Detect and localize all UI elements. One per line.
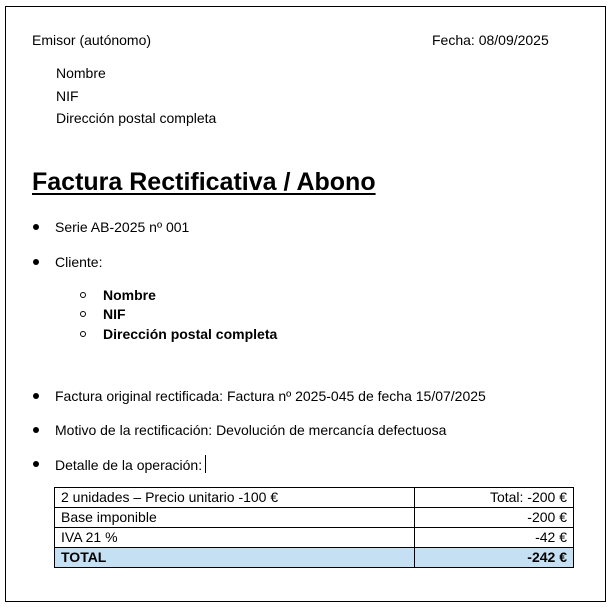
- rectification-reason: Motivo de la rectificación: Devolución de mercancía defectuosa: [55, 422, 447, 438]
- table-cell: Base imponible: [55, 508, 415, 528]
- bullet-icon: [33, 259, 39, 265]
- invoice-series: Serie AB-2025 nº 001: [55, 219, 190, 235]
- table-cell: 2 unidades – Precio unitario -100 €: [55, 488, 415, 508]
- table-cell: TOTAL: [55, 548, 415, 568]
- detail-table: [54, 487, 574, 568]
- table-cell: -200 €: [415, 508, 574, 528]
- client-address: Dirección postal completa: [103, 326, 278, 342]
- issuer-nif: NIF: [56, 88, 79, 104]
- sub-bullet-icon: [80, 331, 86, 337]
- table-row: [55, 488, 574, 508]
- table-row: [55, 528, 574, 548]
- bullet-icon: [33, 393, 39, 399]
- issuer-label: Emisor (autónomo): [32, 32, 152, 48]
- document-title: Factura Rectificativa / Abono: [32, 168, 376, 196]
- table-cell: -242 €: [415, 548, 574, 568]
- issuer-name: Nombre: [56, 65, 106, 81]
- client-nif: NIF: [103, 306, 126, 322]
- table-cell: Total: -200 €: [415, 488, 574, 508]
- original-invoice: Factura original rectificada: Factura nº 2025-045 de fecha 15/07/2025: [55, 388, 486, 404]
- sub-bullet-icon: [80, 292, 86, 298]
- bullet-icon: [33, 427, 39, 433]
- operation-detail-text: Detalle de la operación:: [55, 457, 203, 473]
- document-page: [5, 6, 606, 602]
- invoice-date: Fecha: 08/09/2025: [432, 32, 549, 48]
- bullet-icon: [33, 224, 39, 230]
- bullet-icon: [33, 461, 39, 467]
- sub-bullet-icon: [80, 311, 86, 317]
- table-cell: -42 €: [415, 528, 574, 548]
- table-row: [55, 508, 574, 528]
- table-cell: IVA 21 %: [55, 528, 415, 548]
- text-cursor: [205, 455, 206, 473]
- table-row-total: [55, 548, 574, 568]
- operation-detail-label[interactable]: [55, 455, 206, 474]
- issuer-address: Dirección postal completa: [56, 110, 217, 126]
- client-label: Cliente:: [55, 254, 103, 270]
- client-name: Nombre: [103, 287, 156, 303]
